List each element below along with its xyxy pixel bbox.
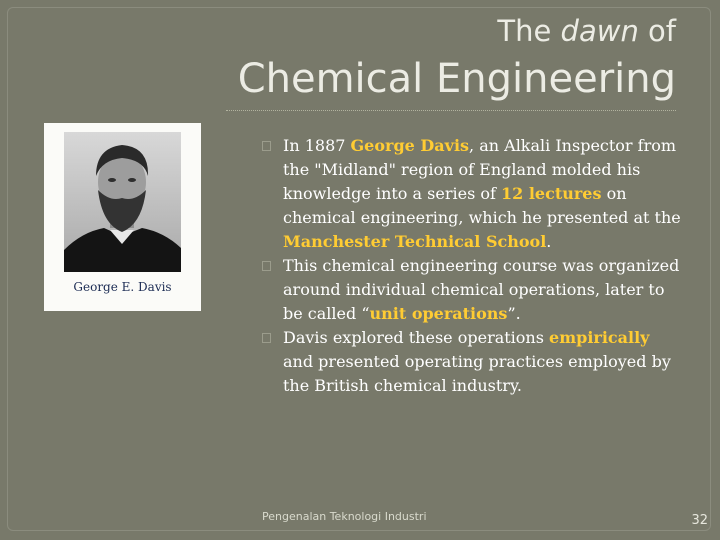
title-divider bbox=[226, 110, 676, 111]
slide-subtitle: The dawn of bbox=[497, 14, 676, 48]
title-emphasis: dawn bbox=[560, 14, 639, 48]
bullet-item: In 1887 George Davis, an Alkali Inspector from the "Midland" region of England molded his knowledge into a series of 12 lectures on chemical engineering, which he presented at the Manchester Technical School. bbox=[262, 134, 682, 254]
highlight-text: George Davis bbox=[350, 136, 470, 155]
portrait-card bbox=[44, 123, 201, 311]
bullet-list bbox=[262, 134, 682, 398]
footer-text: Pengenalan Teknologi Industri bbox=[262, 510, 427, 523]
bullet-item: Davis explored these operations empirically and presented operating practices employed by the British chemical industry. bbox=[262, 326, 682, 398]
portrait-photo bbox=[64, 132, 181, 272]
bullet-square-icon bbox=[262, 261, 271, 271]
slide-title: Chemical Engineering bbox=[237, 56, 676, 102]
page-number: 32 bbox=[691, 513, 708, 528]
bullet-item: This chemical engineering course was organized around individual chemical operations, later to be called “unit operations”. bbox=[262, 254, 682, 326]
highlight-text: Manchester Technical School bbox=[283, 232, 547, 251]
highlight-text: unit operations bbox=[369, 304, 508, 323]
highlight-text: empirically bbox=[549, 328, 650, 347]
bullet-square-icon bbox=[262, 333, 271, 343]
bullet-square-icon bbox=[262, 141, 271, 151]
highlight-text: 12 lectures bbox=[501, 184, 602, 203]
portrait-caption: George E. Davis bbox=[73, 280, 172, 294]
